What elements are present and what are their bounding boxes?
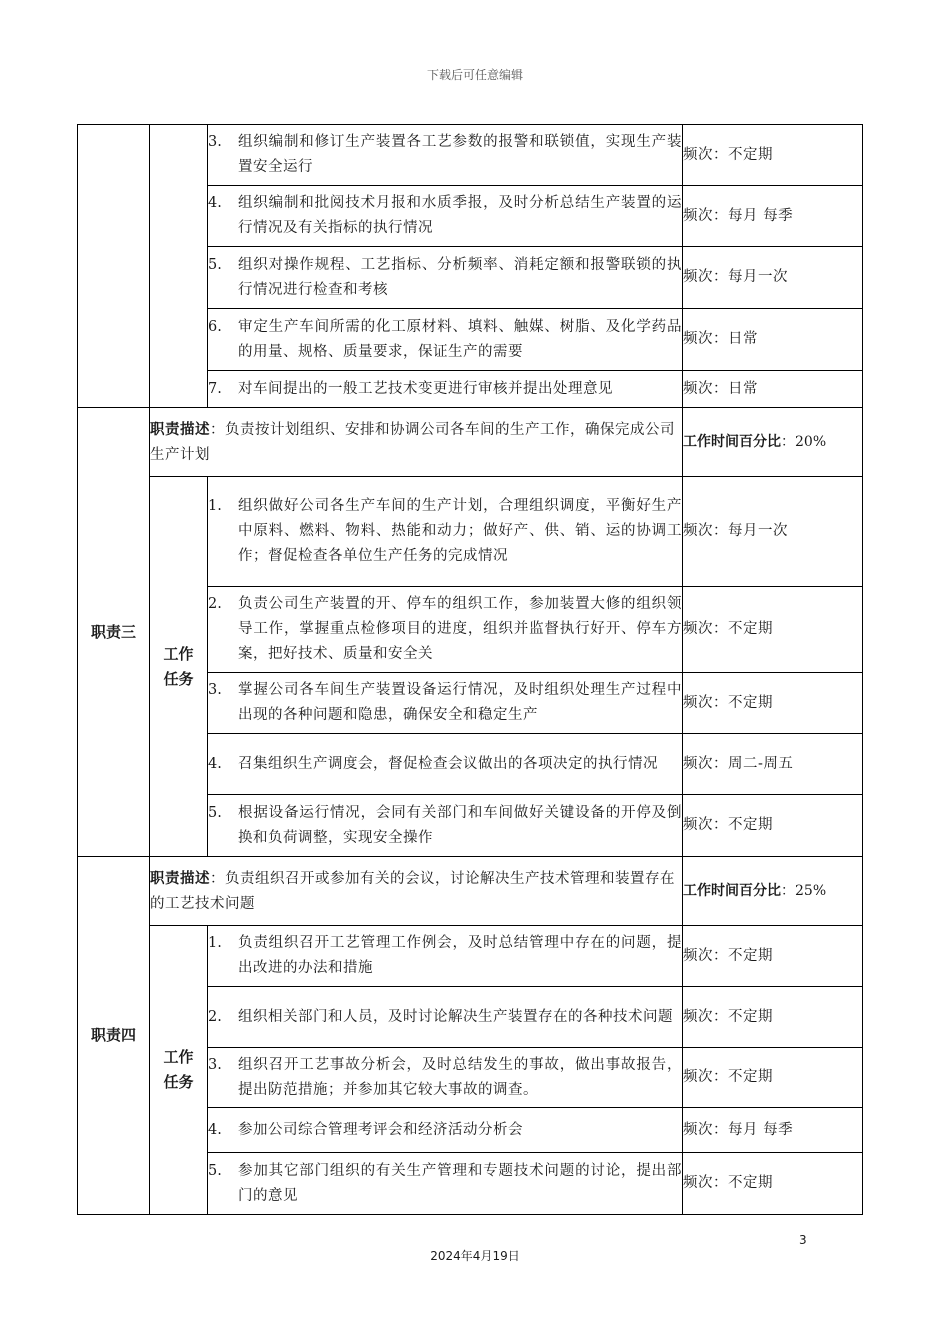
task-text: 对车间提出的一般工艺技术变更进行审核并提出处理意见	[238, 380, 613, 397]
task-number: 3.	[208, 134, 222, 150]
task-frequency: 频次：不定期	[683, 795, 863, 857]
task-cell	[208, 673, 683, 734]
time-percentage	[683, 408, 863, 477]
duty-description-text: ：负责组织召开或参加有关的会议，讨论解决生产技术管理和装置存在的工艺技术问题	[150, 870, 675, 912]
task-category-cell	[150, 125, 208, 408]
task-frequency: 频次：不定期	[683, 926, 863, 987]
task-category-label: 工作任务	[150, 926, 208, 1215]
table-row	[78, 926, 863, 987]
task-text: 掌握公司各车间生产装置设备运行情况，及时组织处理生产过程中出现的各种问题和隐患，确保安全和稳定生产	[238, 682, 682, 723]
task-frequency: 频次：每月 每季	[683, 186, 863, 247]
task-number: 3.	[208, 1056, 222, 1073]
task-cell	[208, 1048, 683, 1108]
task-text: 负责公司生产装置的开、停车的组织工作，参加装置大修的组织领导工作，掌握重点检修项目的进度，组织并监督执行好开、停车方案，把好技术、质量和安全关	[238, 596, 682, 662]
time-percentage	[683, 857, 863, 926]
task-text: 参加其它部门组织的有关生产管理和专题技术问题的讨论，提出部门的意见	[238, 1162, 682, 1204]
task-frequency: 频次：不定期	[683, 587, 863, 673]
task-cell	[208, 247, 683, 309]
task-text: 参加公司综合管理考评会和经济活动分析会	[238, 1121, 523, 1138]
task-number: 7.	[208, 380, 222, 397]
task-text: 组织做好公司各生产车间的生产计划，合理组织调度，平衡好生产中原料、燃料、物料、热能和动力；做好产、供、销、运的协调工作；督促检查各单位生产任务的完成情况	[238, 498, 682, 564]
table-row	[78, 125, 863, 186]
table-row	[78, 477, 863, 587]
duty-description-label: 职责描述	[150, 420, 210, 438]
task-cell	[208, 186, 683, 247]
task-number: 2.	[208, 1008, 222, 1025]
task-frequency: 频次：每月一次	[683, 477, 863, 587]
task-frequency: 频次：每月一次	[683, 247, 863, 309]
duty-table	[77, 124, 863, 1215]
duty-description	[150, 408, 683, 477]
task-category-label: 工作任务	[150, 477, 208, 857]
task-cell	[208, 309, 683, 371]
duty-label: 职责四	[78, 857, 150, 1215]
task-cell	[208, 371, 683, 408]
task-frequency: 频次：每月 每季	[683, 1108, 863, 1153]
task-text: 负责组织召开工艺管理工作例会，及时总结管理中存在的问题，提出改进的办法和措施	[238, 935, 682, 976]
task-number: 4.	[208, 1121, 222, 1138]
footer-date: 2024年4月19日	[430, 1249, 520, 1263]
task-number: 6.	[208, 318, 222, 335]
task-cell	[208, 125, 683, 186]
task-frequency: 频次：周二-周五	[683, 734, 863, 795]
task-cell	[208, 1153, 683, 1215]
time-percentage-label: 工作时间百分比	[683, 433, 781, 450]
task-text: 召集组织生产调度会，督促检查会议做出的各项决定的执行情况	[238, 755, 658, 772]
duty-description-text: ：负责按计划组织、安排和协调公司各车间的生产工作，确保完成公司生产计划	[150, 421, 675, 463]
task-text: 组织对操作规程、工艺指标、分析频率、消耗定额和报警联锁的执行情况进行检查和考核	[238, 256, 682, 298]
time-percentage-value: ：25%	[781, 882, 827, 899]
task-number: 5.	[208, 256, 222, 273]
task-text: 组织相关部门和人员，及时讨论解决生产装置存在的各种技术问题	[238, 1008, 673, 1025]
page-number: 3	[799, 1233, 807, 1247]
task-cell	[208, 795, 683, 857]
task-text: 组织召开工艺事故分析会，及时总结发生的事故，做出事故报告，提出防范措施；并参加其它较大事故的调查。	[238, 1056, 682, 1098]
task-number: 4.	[208, 195, 222, 211]
task-number: 1.	[208, 498, 222, 514]
task-number: 3.	[208, 682, 222, 698]
task-cell	[208, 477, 683, 587]
task-cell	[208, 987, 683, 1048]
task-frequency: 频次：不定期	[683, 1153, 863, 1215]
task-cell	[208, 1108, 683, 1153]
task-text: 组织编制和批阅技术月报和水质季报，及时分析总结生产装置的运行情况及有关指标的执行情况	[238, 195, 682, 236]
task-number: 4.	[208, 755, 222, 772]
table-row	[78, 857, 863, 926]
duty-description-label: 职责描述	[150, 869, 210, 887]
task-number: 5.	[208, 804, 222, 821]
task-frequency: 频次：不定期	[683, 125, 863, 186]
duty-label: 职责三	[78, 408, 150, 857]
task-frequency: 频次：不定期	[683, 987, 863, 1048]
task-text: 根据设备运行情况，会同有关部门和车间做好关键设备的开停及倒换和负荷调整，实现安全操作	[238, 804, 682, 846]
task-text: 审定生产车间所需的化工原材料、填料、触媒、树脂、及化学药品的用量、规格、质量要求，保证生产的需要	[238, 318, 682, 360]
task-text: 组织编制和修订生产装置各工艺参数的报警和联锁值，实现生产装置安全运行	[238, 134, 682, 175]
duty-label-cell	[78, 125, 150, 408]
task-frequency: 频次：日常	[683, 309, 863, 371]
time-percentage-value: ：20%	[781, 433, 827, 450]
task-number: 5.	[208, 1162, 222, 1179]
table-row	[78, 408, 863, 477]
task-number: 1.	[208, 935, 222, 951]
page-header: 下载后可任意编辑	[426, 68, 523, 82]
time-percentage-label: 工作时间百分比	[683, 882, 781, 899]
task-frequency: 频次：不定期	[683, 673, 863, 734]
task-cell	[208, 926, 683, 987]
task-cell	[208, 587, 683, 673]
task-cell	[208, 734, 683, 795]
task-frequency: 频次：不定期	[683, 1048, 863, 1108]
task-number: 2.	[208, 596, 222, 612]
duty-description	[150, 857, 683, 926]
task-frequency: 频次：日常	[683, 371, 863, 408]
